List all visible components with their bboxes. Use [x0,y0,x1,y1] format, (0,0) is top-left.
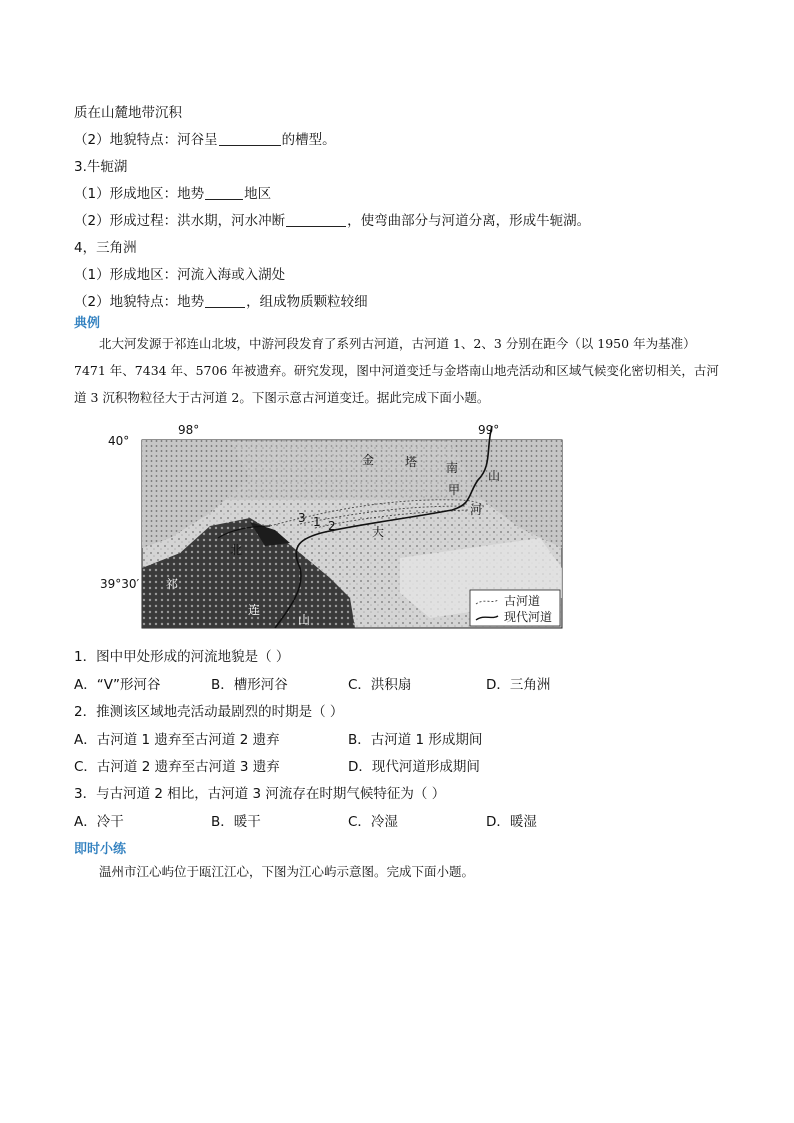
place-jia: 甲 [448,483,461,497]
place-qi: 祁 [166,577,179,591]
answer-blank[interactable] [205,185,243,200]
place-shan-top: 山 [488,469,501,483]
place-shan-bottom: 山 [298,613,311,627]
q2-option-c[interactable]: C．古河道 2 遗弃至古河道 3 遗弃 [74,759,280,775]
place-nan: 南 [446,461,459,475]
legend-modern-label: 现代河道 [504,610,553,624]
question-3-stem: 3．与古河道 2 相比，古河道 3 河流存在时期气候特征为（ ） [74,786,446,802]
practice-paragraph: 温州市江心屿位于瓯江江心，下图为江心屿示意图。完成下面小题。 [99,864,475,879]
item-suffix: 地区 [244,186,272,202]
practice-heading: 即时小练 [74,842,127,857]
item-suffix: ，使弯曲部分与河道分离，形成牛轭湖。 [347,213,591,229]
q3-option-a[interactable]: A．冷干 [74,814,124,830]
q1-option-d[interactable]: D．三角洲 [486,677,551,693]
question-2-stem: 2．推测该区域地壳活动最剧烈的时期是（ ） [74,704,344,720]
delta-item-2 [74,293,368,311]
sediment-line: 质在山麓地带沉积 [74,105,182,121]
channel-label-3: 3 [298,511,306,525]
delta-item-1: （1）形成地区：河流入海或入湖处 [74,267,286,283]
q2-option-b[interactable]: B．古河道 1 形成期间 [348,732,483,748]
example-paragraph: 北大河发源于祁连山北坡，中游河段发育了系列古河道，古河道 1、2、3 分别在距今（以 1950 年为基准）7471 年、7434 年、5706 年被遗弃。研究发现，图中河道变迁与金塔南山地壳活动和区域气候变化密切相关，古河道 3 沉积物粒径大于古河道 2。下图示意古河道变迁。据此完成下面小题。 [74,336,719,405]
q1-option-b[interactable]: B．槽形河谷 [211,677,288,693]
item-suffix: 的槽型。 [281,132,336,148]
q3-option-b[interactable]: B．暖干 [211,814,261,830]
q1-option-a[interactable]: A．“V”形河谷 [74,677,161,693]
delta-title: 4，三角洲 [74,240,137,256]
latitude-40: 40° [108,434,130,448]
q3-option-c[interactable]: C．冷湿 [348,814,398,830]
place-ta: 塔 [405,455,418,469]
trough-valley-item [74,131,336,149]
oxbow-title: 3.牛轭湖 [74,159,128,175]
q3-option-d[interactable]: D．暖湿 [486,814,537,830]
item-prefix: （1）形成地区：地势 [74,186,205,202]
item-prefix: （2）地貌特点：河谷呈 [74,132,218,148]
legend-old-label: 古河道 [504,594,541,608]
q2-option-a[interactable]: A．古河道 1 遗弃至古河道 2 遗弃 [74,732,280,748]
place-lian: 连 [248,603,261,617]
channel-label-1: 1 [313,515,321,529]
item-prefix: （2）地貌特点：地势 [74,294,205,310]
latitude-39-30: 39°30′ [100,577,140,591]
q2-option-d[interactable]: D．现代河道形成期间 [348,759,480,775]
item-prefix: （2）形成过程：洪水期，河水冲断 [74,213,286,229]
longitude-99: 99° [478,423,500,437]
river-he: 河 [470,503,483,517]
oxbow-item-1 [74,185,271,203]
longitude-98: 98° [178,423,200,437]
river-bei: 北 [230,543,243,557]
oxbow-item-2 [74,212,590,230]
answer-blank[interactable] [286,212,346,227]
q1-option-c[interactable]: C．洪积扇 [348,677,412,693]
channel-label-2: 2 [328,519,336,533]
item-suffix: ，组成物质颗粒较细 [246,294,368,310]
answer-blank[interactable] [219,131,281,146]
answer-blank[interactable] [205,293,245,308]
example-heading: 典例 [74,316,101,331]
river-channel-map [100,418,590,638]
river-da: 大 [372,525,385,539]
place-jin: 金 [362,453,375,467]
question-1-stem: 1．图中甲处形成的河流地貌是（ ） [74,649,290,665]
